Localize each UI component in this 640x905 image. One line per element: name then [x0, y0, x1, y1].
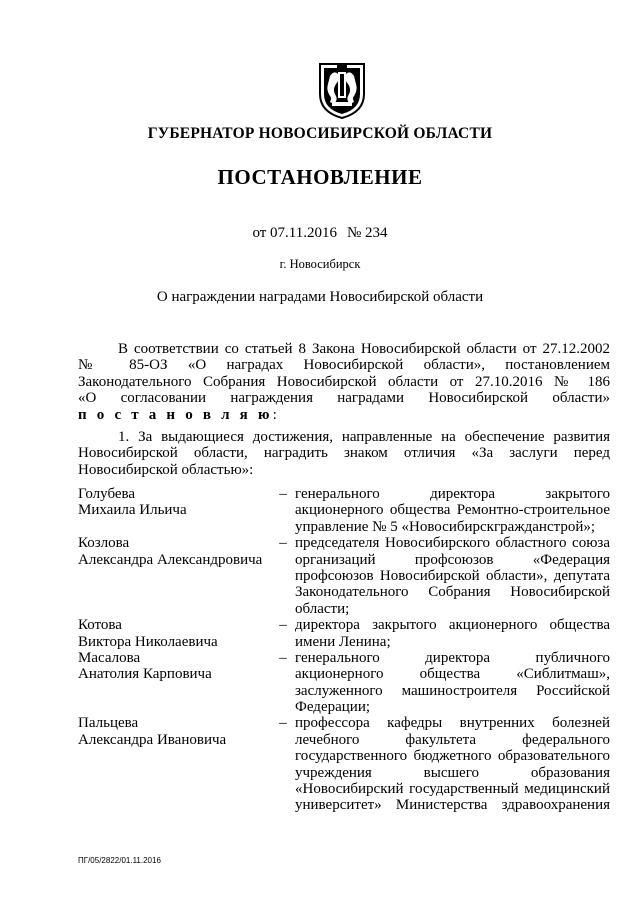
- awardee-name: [78, 650, 273, 683]
- position-line: управление № 5 «Новосибирскгражданстрой»;: [295, 518, 596, 535]
- preamble-line: «О согласовании награждения наградами Новосибирской области»: [78, 390, 610, 407]
- awardee-name: [78, 617, 273, 650]
- preamble-line: В соответствии со статьей 8 Закона Новосибирской области от 27.12.2002: [118, 341, 610, 357]
- awardee-position: [295, 535, 610, 617]
- preamble-line: Законодательного Собрания Новосибирской области от 27.10.2016 № 186: [78, 373, 610, 390]
- awardee-name: [78, 535, 273, 568]
- decree-colon: :: [272, 406, 277, 423]
- awardee-name: [78, 486, 273, 519]
- awardee-given-names: Александра Александровича: [78, 551, 263, 568]
- awardee-row: [78, 486, 610, 535]
- position-line: лечебного факультета федерального: [295, 731, 610, 748]
- dash-separator: –: [279, 649, 287, 666]
- dash-separator: –: [279, 486, 287, 502]
- document-city: г. Новосибирск: [279, 257, 361, 271]
- item-1-line: 1. За выдающиеся достижения, направленные на обеспечение развития: [118, 429, 610, 445]
- position-line: университет» Министерства здравоохранения: [295, 797, 610, 814]
- dash-separator: –: [279, 617, 287, 634]
- document-date: от 07.11.2016: [252, 225, 337, 241]
- awardee-surname: Голубева: [78, 486, 136, 502]
- position-line: председателя Новосибирского областного союза: [295, 535, 610, 552]
- position-line: Законодательного Собрания Новосибирской: [295, 584, 610, 601]
- position-line: профессора кафедры внутренних болезней: [295, 715, 610, 732]
- document-type-title: ПОСТАНОВЛЕНИЕ: [217, 165, 423, 189]
- awardee-position: [295, 715, 610, 813]
- awardee-position: [295, 486, 610, 535]
- position-line: государственного бюджетного образовательного: [295, 748, 610, 765]
- awardee-row: [78, 715, 610, 813]
- awardee-surname: Котова: [78, 617, 122, 634]
- awardee-given-names: Михаила Ильича: [78, 502, 187, 519]
- position-line: акционерного общества Ремонтно-строительное: [295, 502, 610, 519]
- decree-word: п о с т а н о в л я ю: [78, 406, 273, 423]
- document-number: № 234: [347, 225, 388, 241]
- position-line: акционерного общества «Сиблитмаш»,: [295, 666, 610, 683]
- item-1-paragraph: [78, 429, 610, 478]
- position-line: организаций профсоюзов «Федерация: [295, 551, 610, 568]
- dash-separator: –: [279, 715, 287, 732]
- awardee-position: [295, 650, 610, 716]
- awardee-given-names: Виктора Николаевича: [78, 633, 218, 650]
- item-1-line: Новосибирской области, наградить знаком отличия «За заслуги перед: [78, 445, 610, 462]
- position-line: заслуженного машиностроителя Российской: [295, 682, 610, 699]
- awardee-name: [78, 715, 273, 748]
- position-line: генерального директора публичного: [295, 649, 610, 666]
- position-line: «Новосибирский государственный медицинский: [295, 781, 610, 798]
- decree-line: [78, 407, 610, 423]
- document-date-line: [0, 225, 640, 242]
- position-line: профсоюзов Новосибирской области», депутата: [295, 567, 610, 584]
- awardee-surname: Масалова: [78, 649, 141, 666]
- awardees-list: [78, 486, 610, 814]
- awardee-given-names: Анатолия Карповича: [78, 666, 212, 683]
- preamble-line: № 85-ОЗ «О наградах Новосибирской области», постановлением: [78, 357, 610, 374]
- position-line: генерального директора закрытого: [295, 486, 610, 502]
- document-footer-code: ПГ/05/2822/01.11.2016: [78, 856, 161, 865]
- position-line: Федерации;: [295, 699, 371, 716]
- position-line: имени Ленина;: [295, 633, 391, 650]
- awardee-row: [78, 617, 610, 650]
- awardee-given-names: Александра Ивановича: [78, 731, 227, 748]
- position-line: учреждения высшего образования: [295, 764, 610, 781]
- item-1-line: Новосибирской областью»:: [78, 461, 254, 478]
- coat-of-arms-icon: [316, 60, 368, 120]
- position-line: области;: [295, 600, 350, 617]
- awardee-row: [78, 535, 610, 617]
- awardee-row: [78, 650, 610, 716]
- position-line: директора закрытого акционерного общества: [295, 617, 610, 634]
- preamble-paragraph: [78, 341, 610, 423]
- awardee-surname: Козлова: [78, 535, 130, 552]
- awardee-surname: Пальцева: [78, 715, 139, 732]
- document-subject: О награждении наградами Новосибирской области: [156, 289, 484, 305]
- awardee-position: [295, 617, 610, 650]
- dash-separator: –: [279, 535, 287, 552]
- issuing-authority: ГУБЕРНАТОР НОВОСИБИРСКОЙ ОБЛАСТИ: [147, 125, 493, 142]
